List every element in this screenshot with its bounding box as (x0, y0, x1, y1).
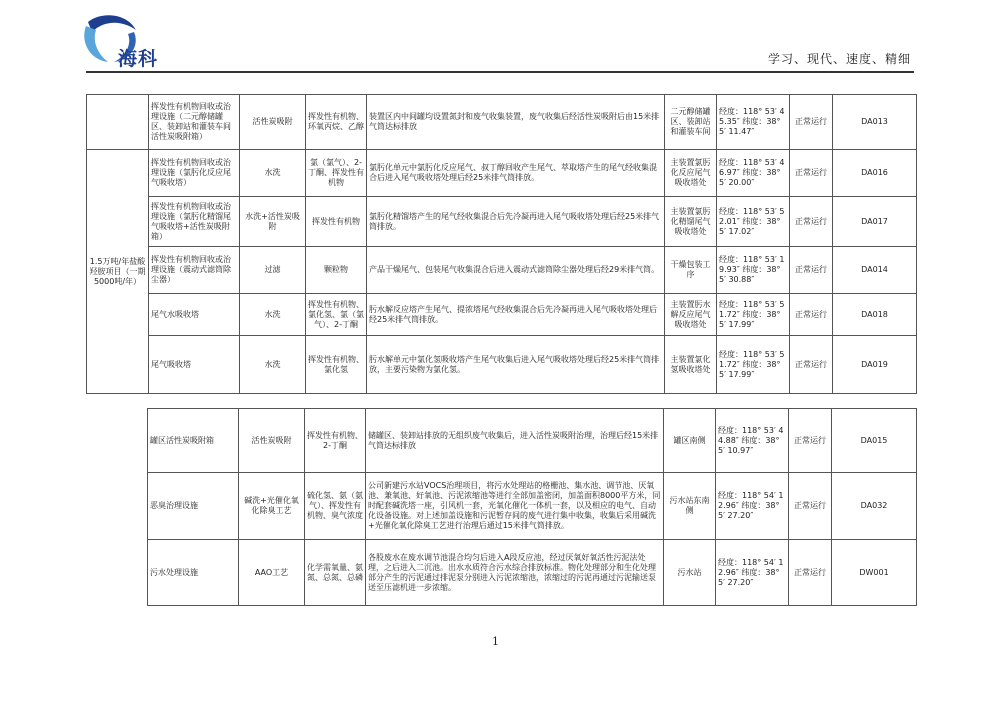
coordinates: 经度：118° 53′ 44.88″ 纬度：38° 5′ 10.97″ (716, 409, 789, 473)
pollutant: 挥发性有机物 (306, 197, 367, 247)
header-divider (86, 71, 914, 73)
process-description: 氯肟化单元中氯肟化反应尾气、叔丁醇回收产生尾气、萃取塔产生的尾气经收集混合后进入尾气吸收塔处理后经25米排气筒排放。 (367, 150, 665, 197)
pollutant: 挥发性有机物、氯化氢、氯（氯气）、2-丁酮 (306, 294, 367, 336)
facility-name: 挥发性有机物回收或治理设施（二元醇储罐区、装卸站和灌装车间活性炭吸附箱） (149, 95, 240, 150)
coordinates: 经度：118° 53′ 51.72″ 纬度：38° 5′ 17.99″ (717, 294, 790, 336)
outlet-code: DA019 (833, 336, 917, 394)
coordinates: 经度：118° 54′ 12.96″ 纬度：38° 5′ 27.20″ (716, 473, 789, 540)
facility-name: 污水处理设施 (148, 540, 239, 606)
table-row (87, 294, 917, 336)
coordinates: 经度：118° 53′ 19.93″ 纬度：38° 5′ 30.88″ (717, 247, 790, 294)
logo-text: 海科 (118, 48, 159, 70)
page-number: 1 (492, 635, 499, 648)
run-status: 正常运行 (789, 409, 832, 473)
run-status: 正常运行 (790, 197, 833, 247)
table-row (148, 409, 917, 473)
location: 罐区南侧 (664, 409, 716, 473)
outlet-code: DA013 (833, 95, 917, 150)
treatment-method: 活性炭吸附 (240, 95, 306, 150)
coordinates: 经度：118° 54′ 12.96″ 纬度：38° 5′ 27.20″ (716, 540, 789, 606)
run-status: 正常运行 (789, 473, 832, 540)
location: 主装置氯肟化反应尾气吸收塔处 (665, 150, 717, 197)
process-description: 氯肟化精馏塔产生的尾气经收集混合后先冷凝再进入尾气吸收塔处理后经25米排气筒排放。 (367, 197, 665, 247)
process-description: 产品干燥尾气、包装尾气收集混合后进入震动式滤筒除尘器处理后经29米排气筒。 (367, 247, 665, 294)
pollutant: 颗粒物 (306, 247, 367, 294)
facility-name: 挥发性有机物回收或治理设施（氯肟化反应尾气吸收塔） (149, 150, 240, 197)
coordinates: 经度：118° 53′ 46.97″ 纬度：38° 5′ 20.00″ (717, 150, 790, 197)
process-description: 肟水解反应塔产生尾气、提浓塔尾气经收集混合后先冷凝再进入尾气吸收塔处理后经25米排气筒排放。 (367, 294, 665, 336)
run-status: 正常运行 (790, 336, 833, 394)
pollutant: 挥发性有机物、环氧丙烷、乙醇 (306, 95, 367, 150)
coordinates: 经度：118° 53′ 45.35″ 纬度：38° 5′ 11.47″ (717, 95, 790, 150)
pollutant: 硫化氢、氨（氨气）、挥发性有机物、臭气浓度 (305, 473, 366, 540)
process-description: 装置区内中间罐均设置氮封和废气收集装置，废气收集后经活性炭吸附后由15米排气筒达标排放 (367, 95, 665, 150)
coordinates: 经度：118° 53′ 51.72″ 纬度：38° 5′ 17.99″ (717, 336, 790, 394)
table-row (87, 247, 917, 294)
facility-name: 恶臭治理设施 (148, 473, 239, 540)
treatment-method: 水洗 (240, 150, 306, 197)
run-status: 正常运行 (790, 95, 833, 150)
treatment-method: 活性炭吸附 (239, 409, 305, 473)
process-description: 储罐区、装卸站排放的无组织废气收集后，进入活性炭吸附治理，治理后经15米排气筒达标排放 (366, 409, 664, 473)
header-slogan: 学习、现代、速度、精细 (768, 52, 912, 66)
process-description: 各股废水在废水调节池混合均匀后进入A段反应池，经过厌氧好氧活性污泥法处理，之后进入二沉池。出水水质符合污水综合排放标准。物化处理部分和生化处理部分产生的污泥通过排泥泵分别进入污泥浓缩池，浓缩过的污泥再通过污泥输送泵送至压滤机进一步浓缩。 (366, 540, 664, 606)
pollutant: 化学需氧量、氨氮、总氮、总磷 (305, 540, 366, 606)
process-description: 肟水解单元中氯化氢吸收塔产生尾气收集后进入尾气吸收塔处理后经25米排气筒排放，主要污染物为氯化氢。 (367, 336, 665, 394)
table-row (87, 197, 917, 247)
treatment-method: 水洗+活性炭吸附 (240, 197, 306, 247)
location: 污水站 (664, 540, 716, 606)
run-status: 正常运行 (790, 150, 833, 197)
treatment-method: 过滤 (240, 247, 306, 294)
run-status: 正常运行 (790, 247, 833, 294)
treatment-method: AAO工艺 (239, 540, 305, 606)
facility-name: 罐区活性炭吸附箱 (148, 409, 239, 473)
location: 主装置氯肟化精馏尾气吸收塔处 (665, 197, 717, 247)
treatment-method: 碱洗+光催化氧化除臭工艺 (239, 473, 305, 540)
run-status: 正常运行 (790, 294, 833, 336)
table-row (87, 150, 917, 197)
table-row (148, 473, 917, 540)
coordinates: 经度：118° 53′ 52.01″ 纬度：38° 5′ 17.02″ (717, 197, 790, 247)
outlet-code: DA015 (832, 409, 917, 473)
table-row (87, 336, 917, 394)
treatment-method: 水洗 (240, 294, 306, 336)
emission-table-1 (86, 94, 917, 394)
location: 污水站东南侧 (664, 473, 716, 540)
emission-table-2 (147, 408, 917, 606)
table-row (87, 95, 917, 150)
project-name: 1.5万吨/年盐酸羟胺项目（一期5000吨/年） (87, 150, 149, 394)
facility-name: 尾气水吸收塔 (149, 294, 240, 336)
facility-name: 尾气吸收塔 (149, 336, 240, 394)
outlet-code: DA018 (833, 294, 917, 336)
outlet-code: DA017 (833, 197, 917, 247)
treatment-method: 水洗 (240, 336, 306, 394)
location: 主装置氯化氢吸收塔处 (665, 336, 717, 394)
facility-name: 挥发性有机物回收或治理设施（氯肟化精馏尾气吸收塔+活性炭吸附箱） (149, 197, 240, 247)
location: 主装置肟水解反应尾气吸收塔处 (665, 294, 717, 336)
pollutant: 挥发性有机物、氯化氢 (306, 336, 367, 394)
outlet-code: DA032 (832, 473, 917, 540)
location: 二元醇储罐区、装卸站和灌装车间 (665, 95, 717, 150)
location: 干燥包装工序 (665, 247, 717, 294)
outlet-code: DA016 (833, 150, 917, 197)
outlet-code: DA014 (833, 247, 917, 294)
outlet-code: DW001 (832, 540, 917, 606)
project-cell-blank (87, 95, 149, 150)
process-description: 公司新建污水站VOCS治理项目，将污水处理站的格栅池、集水池、调节池、厌氧池、兼氧池、好氧池、污泥浓缩池等进行全部加盖密闭，加盖面积8000平方米，同时配套碱洗塔一座，引风机一套，光氧化催化一体机一套，以及相应的电气、自动化设备设施。对上述加盖设施和污泥暂存间的废气进行集中收集，收集后采用碱洗+光催化氧化除臭工艺进行治理后通过15米排气筒排放。 (366, 473, 664, 540)
table-row (148, 540, 917, 606)
facility-name: 挥发性有机物回收或治理设施（震动式滤筒除尘器） (149, 247, 240, 294)
run-status: 正常运行 (789, 540, 832, 606)
pollutant: 挥发性有机物、2-丁酮 (305, 409, 366, 473)
pollutant: 氯（氯气）、2-丁酮、挥发性有机物 (306, 150, 367, 197)
